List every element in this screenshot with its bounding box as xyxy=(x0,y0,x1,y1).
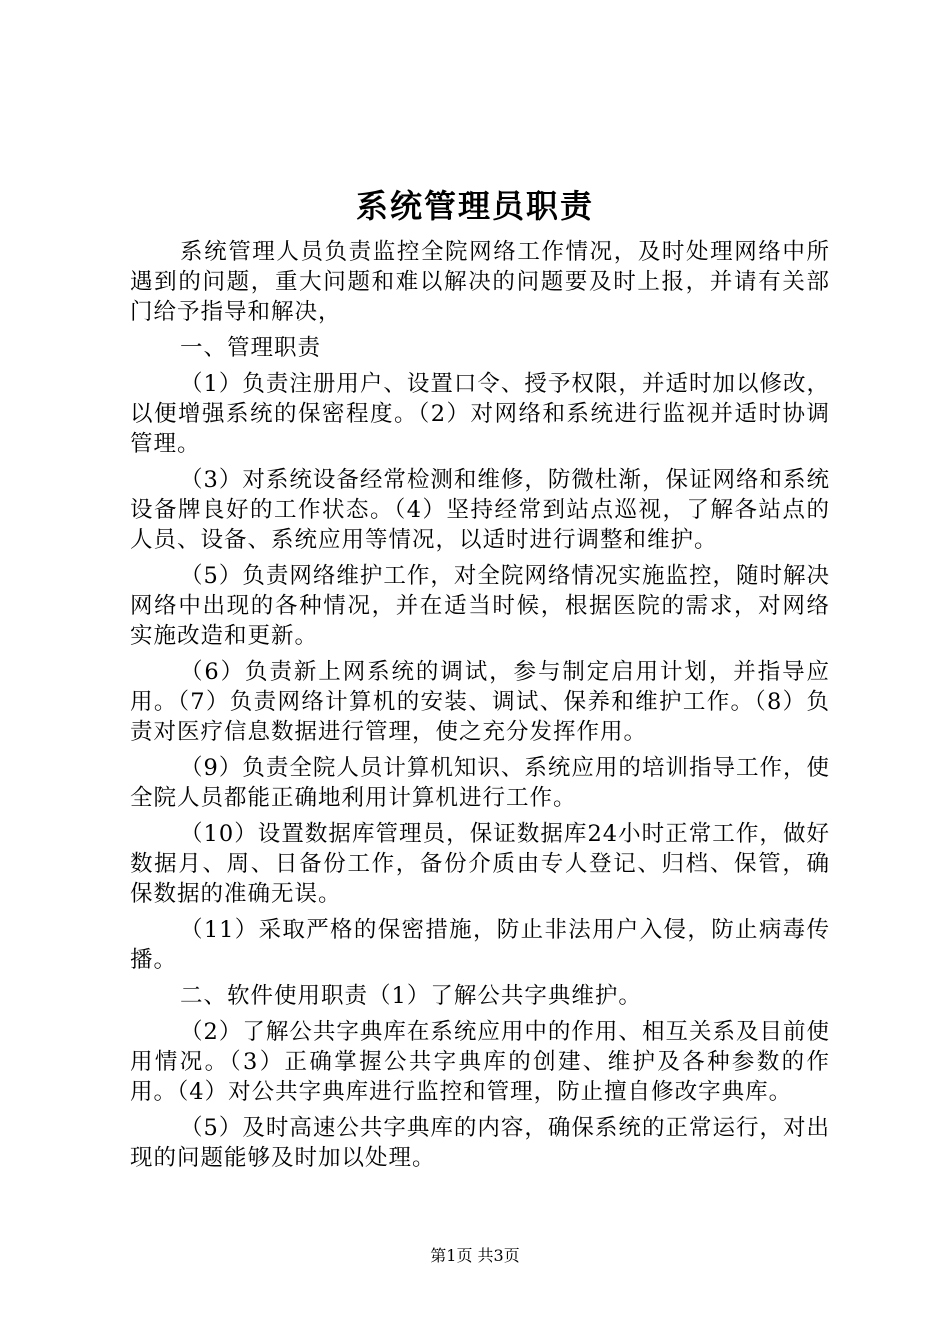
paragraph-software-2-4: （2）了解公共字典库在系统应用中的作用、相互关系及目前使用情况。（3）正确掌握公共字典库的创建、维护及各种参数的作用。（4）对公共字典库进行监控和管理，防止擅自修改字典库。 xyxy=(130,1019,830,1105)
paragraph-item-1-2: （1）负责注册用户、设置口令、授予权限，并适时加以修改，以便增强系统的保密程度。（2）对网络和系统进行监视并适时协调管理。 xyxy=(130,371,830,457)
paragraph-item-10: （10）设置数据库管理员，保证数据库24小时正常工作，做好数据月、周、日备份工作，备份介质由专人登记、归档、保管，确保数据的准确无误。 xyxy=(130,821,830,907)
page-title: 系统管理员职责 xyxy=(355,187,594,225)
document-body xyxy=(130,237,830,1179)
page-number: 第1页 共3页 xyxy=(430,1246,520,1265)
paragraph-intro: 系统管理人员负责监控全院网络工作情况，及时处理网络中所遇到的问题，重大问题和难以解决的问题要及时上报，并请有关部门给予指导和解决， xyxy=(130,239,830,325)
paragraph-item-6-8: （6）负责新上网系统的调试，参与制定启用计划，并指导应用。（7）负责网络计算机的安装、调试、保养和维护工作。（8）负责对医疗信息数据进行管理，使之充分发挥作用。 xyxy=(130,659,830,745)
paragraph-item-9: （9）负责全院人员计算机知识、系统应用的培训指导工作，使全院人员都能正确地利用计算机进行工作。 xyxy=(130,755,830,811)
section-heading-management: 一、管理职责 xyxy=(180,335,322,361)
section-heading-software: 二、软件使用职责（1）了解公共字典维护。 xyxy=(180,983,642,1009)
paragraph-item-3-4: （3）对系统设备经常检测和维修，防微杜渐，保证网络和系统设备牌良好的工作状态。（4）坚持经常到站点巡视，了解各站点的人员、设备、系统应用等情况，以适时进行调整和维护。 xyxy=(130,467,830,553)
paragraph-item-5: （5）负责网络维护工作，对全院网络情况实施监控，随时解决网络中出现的各种情况，并在适当时候，根据医院的需求，对网络实施改造和更新。 xyxy=(130,563,830,649)
paragraph-software-5: （5）及时高速公共字典库的内容，确保系统的正常运行，对出现的问题能够及时加以处理。 xyxy=(130,1115,830,1171)
paragraph-item-11: （11）采取严格的保密措施，防止非法用户入侵，防止病毒传播。 xyxy=(130,917,830,973)
